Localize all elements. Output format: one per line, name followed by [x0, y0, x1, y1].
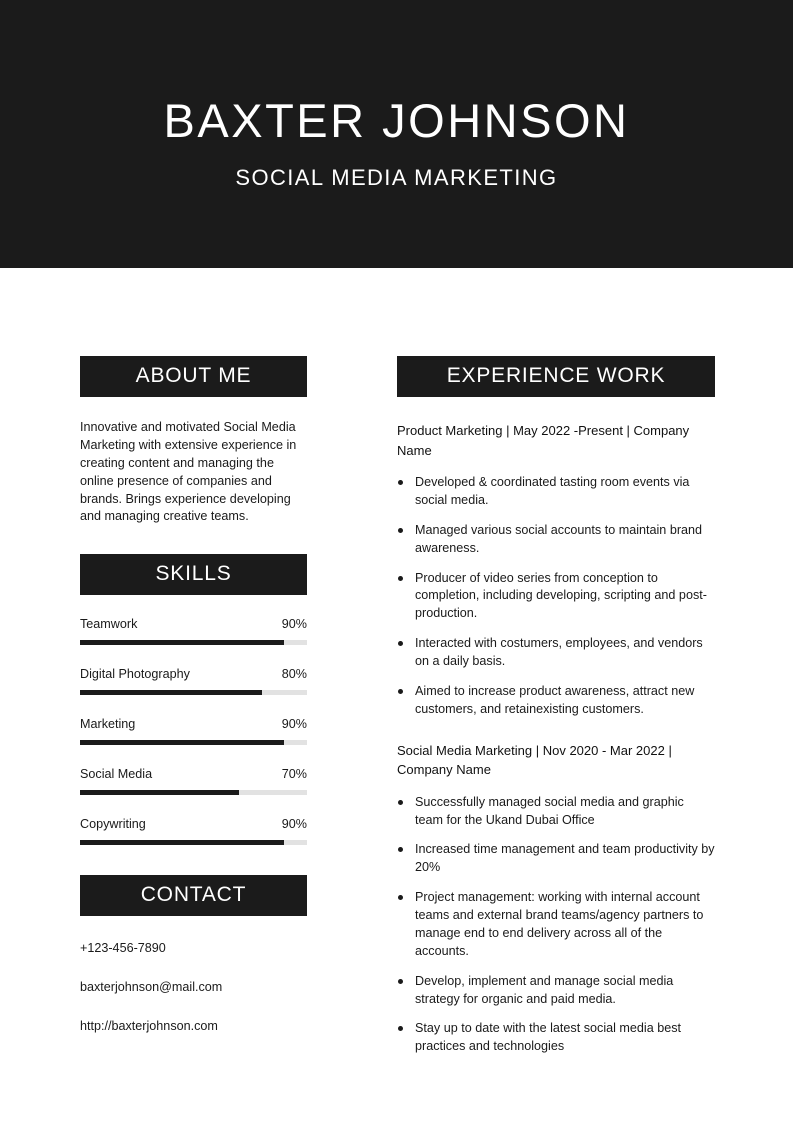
list-item: Stay up to date with the latest social media best practices and technologies	[397, 1020, 715, 1056]
skill-label: Social Media	[80, 767, 153, 782]
list-item: Interacted with costumers, employees, and vendors on a daily basis.	[397, 635, 715, 671]
list-item: Successfully managed social media and graphic team for the Ukand Dubai Office	[397, 794, 715, 830]
list-item: Develop, implement and manage social media strategy for organic and paid media.	[397, 973, 715, 1009]
skill-item	[80, 767, 307, 795]
skills-section	[80, 554, 307, 845]
job-bullet-list	[397, 474, 715, 719]
skill-label: Marketing	[80, 717, 136, 732]
list-item: Managed various social accounts to maintain brand awareness.	[397, 522, 715, 558]
contact-website[interactable]: http://baxterjohnson.com	[80, 1019, 218, 1034]
skill-track	[80, 690, 307, 695]
job-bullet-list	[397, 794, 715, 1057]
right-column	[397, 356, 715, 1068]
skill-item	[80, 617, 307, 645]
about-section-heading: ABOUT ME	[80, 356, 307, 397]
experience-entry	[397, 421, 715, 719]
resume-body	[0, 268, 793, 1068]
skill-value: 80%	[281, 667, 307, 682]
skill-track	[80, 840, 307, 845]
about-text: Innovative and motivated Social Media Marketing with extensive experience in creating content and managing the online presence of companies and brands. Brings experience developing and managing creative teams.	[80, 420, 297, 524]
resume-header	[0, 0, 793, 268]
contact-section-heading: CONTACT	[80, 875, 307, 916]
skill-value: 70%	[281, 767, 307, 782]
skill-label: Digital Photography	[80, 667, 190, 682]
skill-fill	[80, 790, 239, 795]
skill-label: Copywriting	[80, 817, 146, 832]
skill-fill	[80, 640, 284, 645]
contact-phone: +123-456-7890	[80, 941, 166, 956]
skill-fill	[80, 740, 284, 745]
skill-item	[80, 667, 307, 695]
skill-track	[80, 790, 307, 795]
skills-section-heading: SKILLS	[80, 554, 307, 595]
skill-track	[80, 740, 307, 745]
list-item: Project management: working with internal account teams and external brand teams/agency partners to manage end to end delivery across all of the accounts.	[397, 889, 715, 961]
skill-fill	[80, 690, 262, 695]
skill-track	[80, 640, 307, 645]
contact-section	[80, 875, 307, 1033]
skill-fill	[80, 840, 284, 845]
skill-label: Teamwork	[80, 617, 138, 632]
list-item: Aimed to increase product awareness, attract new customers, and retainexisting customers.	[397, 683, 715, 719]
job-title: Social Media Marketing | Nov 2020 - Mar 2022 | Company Name	[397, 742, 672, 778]
list-item: Developed & coordinated tasting room events via social media.	[397, 474, 715, 510]
job-title: Product Marketing | May 2022 -Present | Company Name	[397, 423, 690, 458]
skill-item	[80, 717, 307, 745]
experience-section-heading: EXPERIENCE WORK	[397, 356, 715, 397]
skill-item	[80, 817, 307, 845]
header-subtitle: SOCIAL MEDIA MARKETING	[235, 164, 558, 190]
list-item: Increased time management and team productivity by 20%	[397, 841, 715, 877]
skill-value: 90%	[281, 717, 307, 732]
page-title: BAXTER JOHNSON	[163, 94, 630, 148]
contact-email[interactable]: baxterjohnson@mail.com	[80, 980, 223, 995]
skill-value: 90%	[281, 817, 307, 832]
experience-entry	[397, 741, 715, 1057]
skill-value: 90%	[281, 617, 307, 632]
left-column	[80, 356, 307, 1033]
list-item: Producer of video series from conception to completion, including developing, scripting and post-production.	[397, 570, 715, 624]
